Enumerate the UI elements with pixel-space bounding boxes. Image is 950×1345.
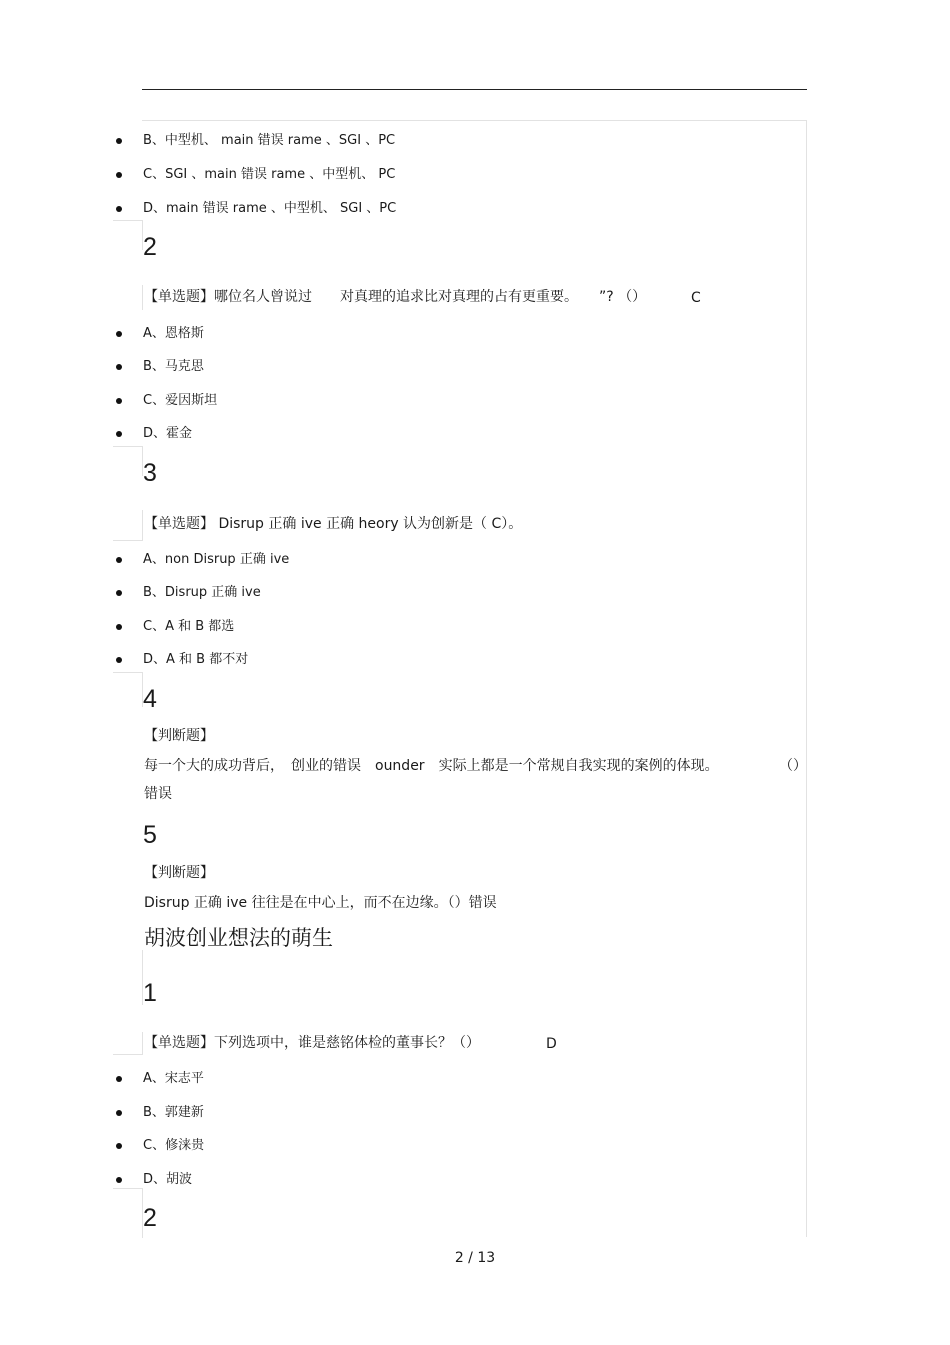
option-text: B、Disrup 正确 ive (143, 585, 261, 600)
option-text: A、宋志平 (143, 1071, 204, 1086)
bullet-icon (116, 1143, 122, 1149)
answer-text: D (546, 1036, 557, 1052)
bullet-icon (116, 1110, 122, 1116)
bullet-icon (116, 331, 122, 337)
question-text: Disrup 正确 ive 往往是在中心上，而不在边缘。（）错误 (144, 895, 497, 911)
question-number: 1 (143, 979, 157, 1007)
frame-top-border (142, 120, 807, 121)
option-text: D、A 和 B 都不对 (143, 652, 249, 667)
bullet-icon (116, 624, 122, 630)
question-text: 【单选题】哪位名人曾说过 对真理的追求比对真理的占有更重要。 ”? （） (144, 289, 647, 305)
answer-text: C (691, 290, 701, 306)
question-number: 3 (143, 459, 157, 487)
frame-tick (113, 1188, 143, 1189)
bullet-icon (116, 1177, 122, 1183)
question-type: 【判断题】 (144, 728, 214, 744)
frame-left-border (142, 510, 143, 540)
page-number: 2 / 13 (454, 1250, 496, 1266)
bullet-icon (116, 172, 122, 178)
question-number: 4 (143, 685, 157, 713)
frame-tick (113, 1054, 143, 1055)
option-text: D、胡波 (143, 1172, 193, 1187)
question-number: 5 (143, 821, 157, 849)
option-text: A、non Disrup 正确 ive (143, 552, 290, 567)
option-text: C、SGI 、main 错误 rame 、中型机、 PC (143, 167, 396, 182)
option-text: B、马克思 (143, 359, 204, 374)
option-text: D、霍金 (143, 426, 193, 441)
bullet-icon (116, 1076, 122, 1082)
option-text: B、郭建新 (143, 1105, 204, 1120)
bullet-icon (116, 590, 122, 596)
frame-tick (113, 220, 143, 221)
question-text: 【单选题】 Disrup 正确 ive 正确 heory 认为创新是（ C）。 (144, 516, 523, 532)
frame-left-border (142, 285, 143, 310)
option-text: C、A 和 B 都选 (143, 619, 235, 634)
bullet-icon (116, 364, 122, 370)
question-type: 【判断题】 (144, 865, 214, 881)
question-text: 每一个大的成功背后， 创业的错误 ounder 实际上都是一个常规自我实现的案例的体现。 (144, 758, 719, 774)
answer-text: 错误 (144, 786, 172, 802)
frame-tick (113, 540, 143, 541)
bullet-icon (116, 557, 122, 563)
question-number: 2 (143, 233, 157, 261)
frame-left-border (142, 1032, 143, 1054)
bullet-icon (116, 398, 122, 404)
answer-paren: （） (779, 758, 807, 774)
frame-right-border (806, 120, 807, 1237)
question-number: 2 (143, 1204, 157, 1232)
option-text: C、爱因斯坦 (143, 393, 218, 408)
option-text: D、main 错误 rame 、中型机、 SGI 、PC (143, 201, 397, 216)
option-text: A、恩格斯 (143, 326, 204, 341)
bullet-icon (116, 657, 122, 663)
frame-tick (113, 672, 143, 673)
question-text: 【单选题】下列选项中，谁是慈铭体检的董事长？（） (144, 1035, 480, 1051)
bullet-icon (116, 431, 122, 437)
header-rule (142, 89, 807, 90)
frame-tick (113, 446, 143, 447)
section-title: 胡波创业想法的萌生 (144, 926, 333, 950)
bullet-icon (116, 138, 122, 144)
option-text: C、修涞贵 (143, 1138, 205, 1153)
bullet-icon (116, 206, 122, 212)
option-text: B、中型机、 main 错误 rame 、SGI 、PC (143, 133, 396, 148)
